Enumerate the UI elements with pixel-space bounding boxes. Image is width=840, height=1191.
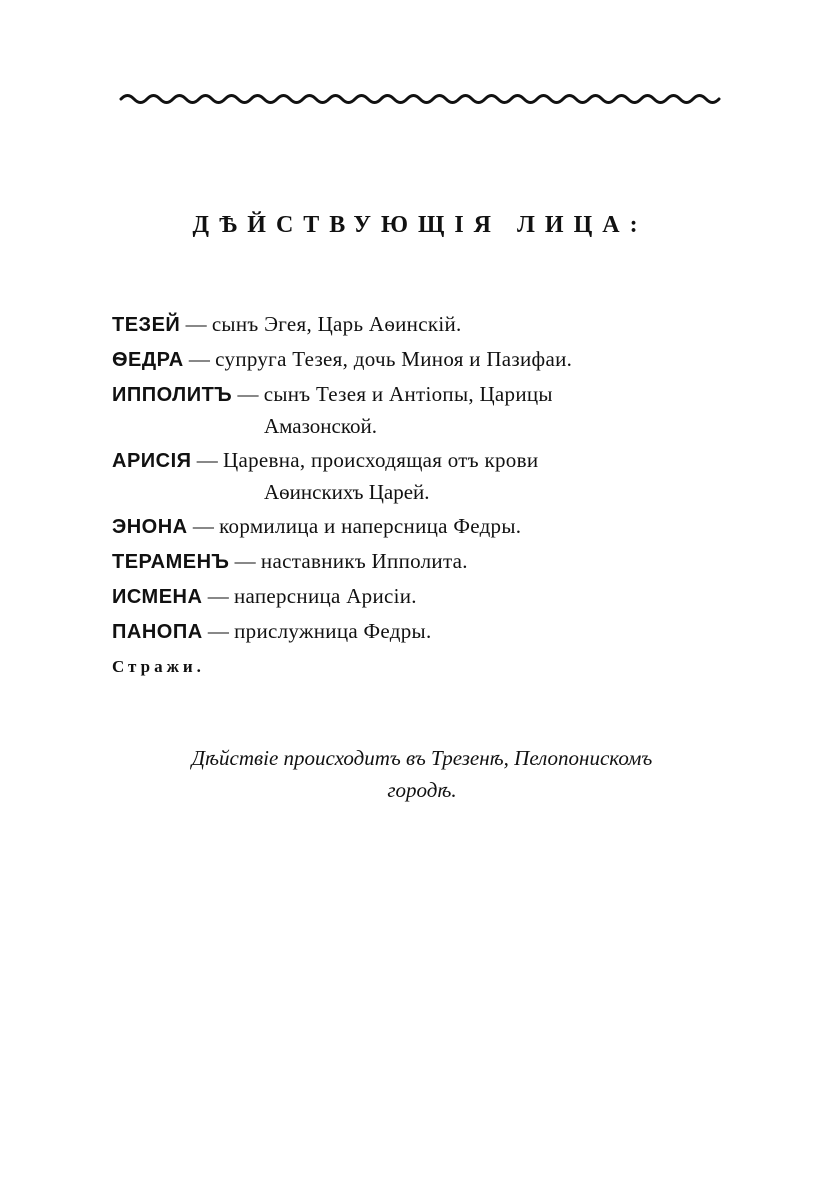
- character-name: АРИСІЯ: [112, 450, 192, 472]
- character-description: сынъ Тезея и Антіопы, Царицы: [263, 382, 553, 406]
- character-description: прислужница Федры.: [234, 619, 432, 643]
- cast-entry-enona: [112, 511, 772, 543]
- dash: —: [237, 382, 259, 406]
- scene-setting-line: городѣ.: [387, 778, 457, 802]
- dash: —: [207, 619, 229, 643]
- cast-entry-ismena: [112, 581, 772, 613]
- character-name: ТЕРАМЕНЪ: [112, 551, 230, 573]
- cast-entry-panopa: [112, 616, 772, 648]
- cast-entry-guards: Стражи.: [112, 657, 205, 676]
- character-name: ѲЕДРА: [112, 349, 184, 371]
- character-description-continued: Аѳинскихъ Царей.: [264, 480, 430, 504]
- character-description: сынъ Эгея, Царь Аѳинскій.: [211, 312, 462, 336]
- dash: —: [185, 312, 207, 336]
- character-description: супруга Тезея, дочь Миноя и Пазифаи.: [215, 347, 573, 371]
- dash: —: [234, 549, 256, 573]
- cast-entry-teramen: [112, 546, 772, 578]
- cast-list: [112, 309, 772, 680]
- cast-entry-fedra: [112, 344, 772, 376]
- dash: —: [188, 347, 210, 371]
- wave-line: [121, 96, 719, 103]
- character-description-continued: Амазонской.: [264, 414, 377, 438]
- cast-entry-arisia: [112, 445, 772, 508]
- character-name: ИСМЕНА: [112, 586, 203, 608]
- scene-setting-note: [112, 742, 732, 806]
- dash: —: [196, 448, 218, 472]
- cast-heading: ДѢЙСТВУЮЩІЯ ЛИЦА:: [192, 212, 648, 238]
- decorative-wave-divider: [118, 90, 724, 108]
- character-description: кормилица и наперсница Федры.: [219, 514, 522, 538]
- character-name: ЭНОНА: [112, 516, 188, 538]
- character-name: ИППОЛИТЪ: [112, 384, 233, 406]
- character-description: наперсница Арисіи.: [233, 584, 417, 608]
- character-description: Царевна, происходящая отъ крови: [223, 448, 539, 472]
- character-name: ПАНОПА: [112, 621, 203, 643]
- cast-entry-tezey: [112, 309, 772, 341]
- dash: —: [207, 584, 229, 608]
- character-name: ТЕЗЕЙ: [112, 314, 181, 336]
- character-description: наставникъ Ипполита.: [260, 549, 468, 573]
- cast-entry-ippolit: [112, 379, 772, 442]
- scene-setting-line: Дѣйствіе происходитъ въ Трезенѣ, Пелопонискомъ: [191, 746, 653, 770]
- dash: —: [192, 514, 214, 538]
